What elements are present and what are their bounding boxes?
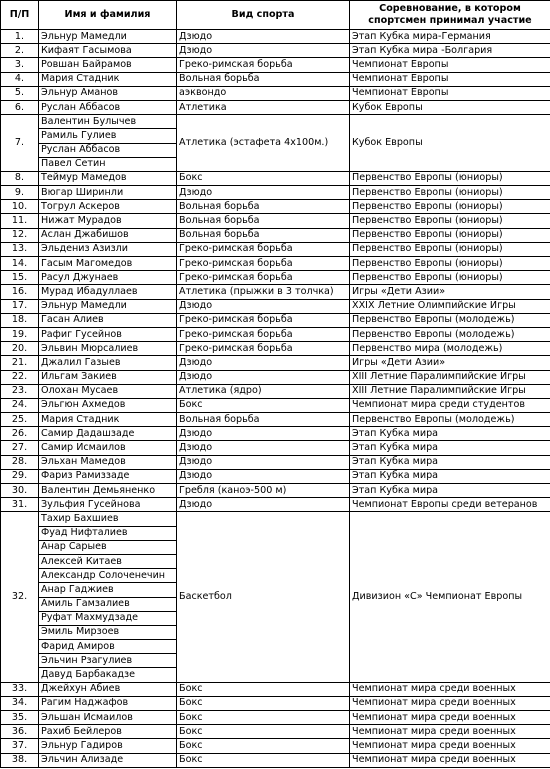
row-number: 19. [1, 327, 39, 341]
header-competition: Соревнование, в котором спортсмен принимал участие [350, 1, 550, 30]
row-number: 8. [1, 171, 39, 185]
competition-cell: Этап Кубка мира -Болгария [350, 44, 550, 58]
competition-cell: Этап Кубка мира [350, 455, 550, 469]
table-row [1, 469, 550, 483]
sport-cell: Дзюдо [177, 30, 350, 44]
athlete-name: Валентин Демьяненко [39, 484, 177, 498]
sport-cell: Бокс [177, 725, 350, 739]
athlete-name: Тогрул Аскеров [39, 200, 177, 214]
row-number: 33. [1, 682, 39, 696]
competition-cell: XIII Летние Паралимпийские Игры [350, 370, 550, 384]
competition-cell: Чемпионат мира среди военных [350, 696, 550, 710]
sport-cell: Вольная борьба [177, 214, 350, 228]
athlete-name: Эльнур Аманов [39, 86, 177, 100]
competition-cell: Чемпионат мира среди военных [350, 682, 550, 696]
sport-cell: Бокс [177, 398, 350, 412]
competition-cell: Чемпионат Европы среди ветеранов [350, 498, 550, 512]
competition-cell: Первенство Европы (молодежь) [350, 313, 550, 327]
row-number: 31. [1, 498, 39, 512]
header-num: П/П [1, 1, 39, 30]
sport-cell: Дзюдо [177, 356, 350, 370]
athlete-name: Расул Джунаев [39, 271, 177, 285]
row-number: 32. [1, 512, 39, 682]
table-row [1, 299, 550, 313]
table-row [1, 313, 550, 327]
sport-cell: Атлетика [177, 100, 350, 114]
competition-cell: Этап Кубка мира [350, 469, 550, 483]
row-number: 36. [1, 725, 39, 739]
row-number: 23. [1, 384, 39, 398]
athlete-name: Эльшан Исмаилов [39, 711, 177, 725]
athlete-name: Джалил Газыев [39, 356, 177, 370]
sport-cell: аэквондо [177, 86, 350, 100]
competition-cell: Первенство Европы (молодежь) [350, 413, 550, 427]
row-number: 24. [1, 398, 39, 412]
table-row [1, 200, 550, 214]
competition-cell: Первенство Европы (юниоры) [350, 214, 550, 228]
sport-cell: Бокс [177, 753, 350, 767]
athlete-name: Джейхун Абиев [39, 682, 177, 696]
competition-cell: Кубок Европы [350, 100, 550, 114]
table-row [1, 427, 550, 441]
athlete-name: Руслан Аббасов [39, 100, 177, 114]
athlete-name: Руслан Аббасов [39, 143, 177, 157]
athlete-name: Эльгюн Ахмедов [39, 398, 177, 412]
table-row [1, 441, 550, 455]
row-number: 1. [1, 30, 39, 44]
header-name: Имя и фамилия [39, 1, 177, 30]
sport-cell: Греко-римская борьба [177, 342, 350, 356]
athlete-name: Эльнур Мамедли [39, 299, 177, 313]
row-number: 29. [1, 469, 39, 483]
table-row [1, 257, 550, 271]
row-number: 2. [1, 44, 39, 58]
table-row [1, 398, 550, 412]
competition-cell: Игры «Дети Азии» [350, 356, 550, 370]
sport-cell: Греко-римская борьба [177, 242, 350, 256]
sport-cell: Вольная борьба [177, 72, 350, 86]
table-row [1, 86, 550, 100]
competition-cell: Первенство Европы (юниоры) [350, 257, 550, 271]
row-number: 37. [1, 739, 39, 753]
row-number: 28. [1, 455, 39, 469]
athlete-name: Эльнур Мамедли [39, 30, 177, 44]
table-row [1, 753, 550, 767]
athlete-name: Эльвин Мюрсалиев [39, 342, 177, 356]
table-row [1, 44, 550, 58]
row-number: 20. [1, 342, 39, 356]
athlete-name: Амиль Гамзалиев [39, 597, 177, 611]
sport-cell: Вольная борьба [177, 413, 350, 427]
row-number: 30. [1, 484, 39, 498]
athlete-name: Эмиль Мирзоев [39, 625, 177, 639]
table-row [1, 285, 550, 299]
competition-cell: Первенство Европы (юниоры) [350, 171, 550, 185]
athlete-name: Анар Гаджиев [39, 583, 177, 597]
competition-cell: Первенство Европы (юниоры) [350, 271, 550, 285]
table-row [1, 171, 550, 185]
athlete-name: Фуад Нифталиев [39, 526, 177, 540]
row-number: 35. [1, 711, 39, 725]
row-number: 13. [1, 242, 39, 256]
competition-cell: Этап Кубка мира [350, 441, 550, 455]
athlete-name: Олохан Мусаев [39, 384, 177, 398]
sport-cell: Атлетика (прыжки в 3 толчка) [177, 285, 350, 299]
sport-cell: Бокс [177, 739, 350, 753]
row-number: 5. [1, 86, 39, 100]
table-row [1, 214, 550, 228]
row-number: 25. [1, 413, 39, 427]
table-row [1, 186, 550, 200]
sport-cell: Атлетика (эстафета 4х100м.) [177, 115, 350, 172]
athlete-name: Рафиг Гусейнов [39, 327, 177, 341]
competition-cell: Первенство Европы (юниоры) [350, 200, 550, 214]
sport-cell: Греко-римская борьба [177, 313, 350, 327]
athlete-name: Эльчин Ализаде [39, 753, 177, 767]
sport-cell: Атлетика (ядро) [177, 384, 350, 398]
competition-cell: Первенство мира (молодежь) [350, 342, 550, 356]
sport-cell: Вольная борьба [177, 200, 350, 214]
table-row [1, 228, 550, 242]
table-row [1, 271, 550, 285]
table-row [1, 100, 550, 114]
header-row [1, 1, 550, 30]
sport-cell: Дзюдо [177, 299, 350, 313]
athlete-name: Гасым Магомедов [39, 257, 177, 271]
competition-cell: Чемпионат мира среди студентов [350, 398, 550, 412]
sport-cell: Дзюдо [177, 441, 350, 455]
sport-cell: Гребля (каноэ-500 м) [177, 484, 350, 498]
competition-cell: Чемпионат Европы [350, 86, 550, 100]
row-number: 11. [1, 214, 39, 228]
table-row [1, 242, 550, 256]
competition-cell: Чемпионат Европы [350, 58, 550, 72]
competition-cell: Чемпионат мира среди военных [350, 711, 550, 725]
sport-cell: Дзюдо [177, 455, 350, 469]
table-row [1, 484, 550, 498]
athlete-name: Эльхан Мамедов [39, 455, 177, 469]
row-number: 10. [1, 200, 39, 214]
competition-cell: Первенство Европы (юниоры) [350, 228, 550, 242]
sport-cell: Дзюдо [177, 44, 350, 58]
table-row [1, 327, 550, 341]
athlete-name: Александр Солоченечин [39, 569, 177, 583]
sport-cell: Бокс [177, 682, 350, 696]
competition-cell: Дивизион «С» Чемпионат Европы [350, 512, 550, 682]
row-number: 6. [1, 100, 39, 114]
athlete-name: Ильгам Закиев [39, 370, 177, 384]
athlete-name: Мария Стадник [39, 413, 177, 427]
row-number: 4. [1, 72, 39, 86]
athlete-name: Эльчин Рзагулиев [39, 654, 177, 668]
table-row [1, 725, 550, 739]
table-row [1, 342, 550, 356]
row-number: 3. [1, 58, 39, 72]
table-row [1, 58, 550, 72]
athlete-name: Кифаят Гасымова [39, 44, 177, 58]
table-row [1, 512, 550, 526]
athlete-name: Самир Дадашзаде [39, 427, 177, 441]
athlete-name: Гасан Алиев [39, 313, 177, 327]
athlete-name: Давуд Барбакадзе [39, 668, 177, 682]
athlete-name: Павел Сетин [39, 157, 177, 171]
athlete-name: Фариз Рамиззаде [39, 469, 177, 483]
athlete-name: Мария Стадник [39, 72, 177, 86]
row-number: 16. [1, 285, 39, 299]
row-number: 21. [1, 356, 39, 370]
row-number: 22. [1, 370, 39, 384]
athlete-name: Фарид Амиров [39, 640, 177, 654]
row-number: 12. [1, 228, 39, 242]
competition-cell: XIII Летние Паралимпийские Игры [350, 384, 550, 398]
row-number: 18. [1, 313, 39, 327]
table-row [1, 682, 550, 696]
table-row [1, 498, 550, 512]
competition-cell: Чемпионат мира среди военных [350, 739, 550, 753]
sport-cell: Бокс [177, 711, 350, 725]
table-row [1, 115, 550, 129]
row-number: 15. [1, 271, 39, 285]
athlete-name: Анар Сарыев [39, 540, 177, 554]
athlete-name: Мурад Ибадуллаев [39, 285, 177, 299]
athlete-name: Рамиль Гулиев [39, 129, 177, 143]
athlete-name: Эльнур Гадиров [39, 739, 177, 753]
competition-cell: Чемпионат мира среди военных [350, 725, 550, 739]
athlete-name: Рагим Наджафов [39, 696, 177, 710]
table-row [1, 370, 550, 384]
athlete-name: Аслан Джабишов [39, 228, 177, 242]
table-row [1, 30, 550, 44]
row-number: 27. [1, 441, 39, 455]
athlete-name: Рахиб Бейлеров [39, 725, 177, 739]
sport-cell: Греко-римская борьба [177, 58, 350, 72]
table-row [1, 384, 550, 398]
table-body [1, 30, 550, 768]
sport-cell: Дзюдо [177, 370, 350, 384]
athlete-name: Теймур Мамедов [39, 171, 177, 185]
competition-cell: XXIX Летние Олимпийские Игры [350, 299, 550, 313]
sport-cell: Бокс [177, 696, 350, 710]
athlete-name: Алексей Китаев [39, 554, 177, 568]
competition-cell: Игры «Дети Азии» [350, 285, 550, 299]
sport-cell: Дзюдо [177, 186, 350, 200]
row-number: 14. [1, 257, 39, 271]
athlete-name: Вюгар Ширинли [39, 186, 177, 200]
table-row [1, 356, 550, 370]
competition-cell: Первенство Европы (молодежь) [350, 327, 550, 341]
row-number: 7. [1, 115, 39, 172]
athlete-name: Руфат Махмудзаде [39, 611, 177, 625]
sport-cell: Баскетбол [177, 512, 350, 682]
athlete-name: Нижат Мурадов [39, 214, 177, 228]
table-row [1, 739, 550, 753]
table-row [1, 72, 550, 86]
row-number: 9. [1, 186, 39, 200]
table-row [1, 711, 550, 725]
competition-cell: Кубок Европы [350, 115, 550, 172]
row-number: 38. [1, 753, 39, 767]
athlete-name: Ровшан Байрамов [39, 58, 177, 72]
table-row [1, 455, 550, 469]
competition-cell: Чемпионат Европы [350, 72, 550, 86]
athlete-name: Тахир Бахшиев [39, 512, 177, 526]
athlete-name: Самир Исмаилов [39, 441, 177, 455]
athlete-name: Валентин Булычев [39, 115, 177, 129]
sport-cell: Греко-римская борьба [177, 327, 350, 341]
sport-cell: Греко-римская борьба [177, 271, 350, 285]
competition-cell: Первенство Европы (юниоры) [350, 186, 550, 200]
table-row [1, 696, 550, 710]
competition-cell: Этап Кубка мира [350, 484, 550, 498]
sport-cell: Греко-римская борьба [177, 257, 350, 271]
athlete-name: Эльдениз Азизли [39, 242, 177, 256]
header-sport: Вид спорта [177, 1, 350, 30]
competition-cell: Первенство Европы (юниоры) [350, 242, 550, 256]
sport-cell: Дзюдо [177, 498, 350, 512]
athlete-name: Зульфия Гусейнова [39, 498, 177, 512]
sport-cell: Вольная борьба [177, 228, 350, 242]
row-number: 26. [1, 427, 39, 441]
sport-cell: Дзюдо [177, 469, 350, 483]
sport-cell: Дзюдо [177, 427, 350, 441]
row-number: 34. [1, 696, 39, 710]
competition-cell: Чемпионат мира среди военных [350, 753, 550, 767]
sport-cell: Бокс [177, 171, 350, 185]
row-number: 17. [1, 299, 39, 313]
table-row [1, 413, 550, 427]
competition-cell: Этап Кубка мира [350, 427, 550, 441]
competition-cell: Этап Кубка мира-Германия [350, 30, 550, 44]
